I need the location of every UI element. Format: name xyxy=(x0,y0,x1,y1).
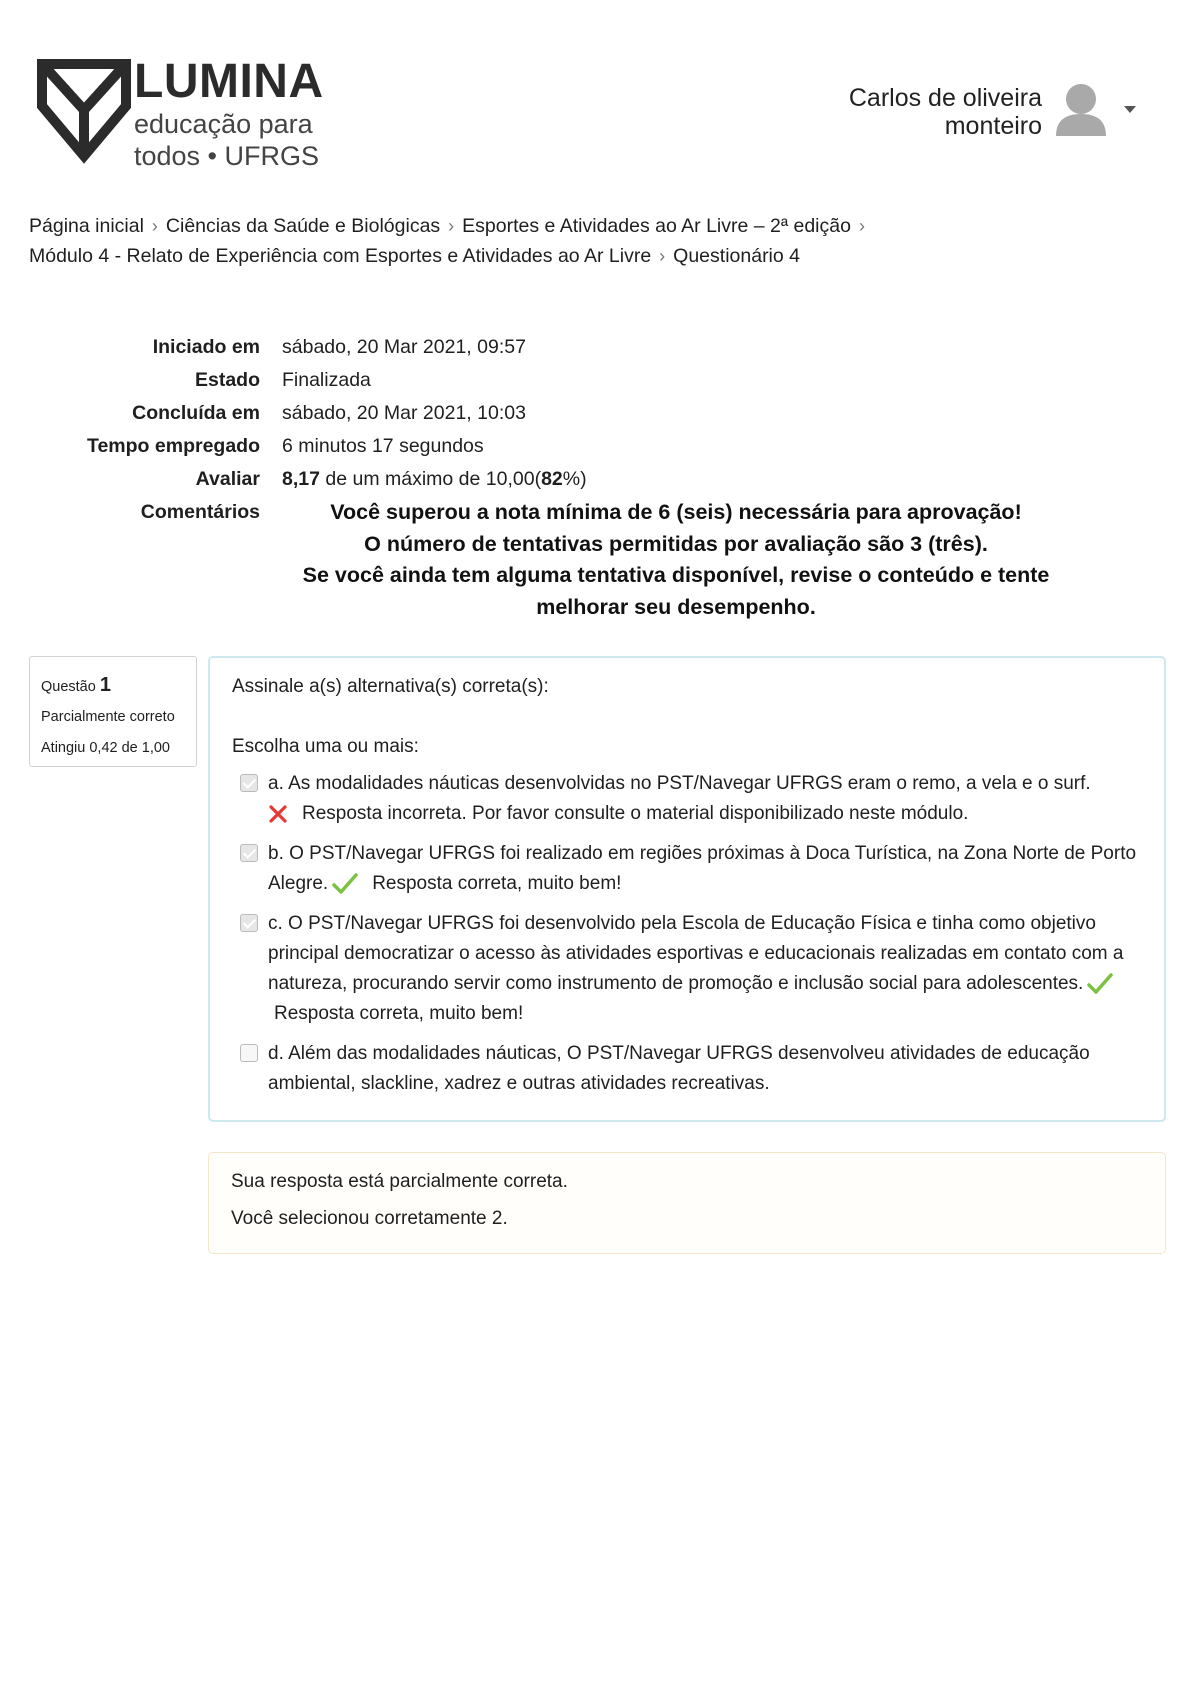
summary-time xyxy=(60,430,1100,463)
answer-option-text: d. Além das modalidades náuticas, O PST/Navegar UFRGS desenvolveu atividades de educação ambiental, slackline, xadrez e outras atividades recreativas. xyxy=(268,1043,1090,1094)
summary-value: sábado, 20 Mar 2021, 09:57 xyxy=(282,336,526,358)
lumina-logo[interactable] xyxy=(36,55,336,171)
summary-started xyxy=(60,331,1100,364)
chevron-right-icon: › xyxy=(151,216,158,236)
outcome-line: Você selecionou corretamente 2. xyxy=(231,1208,508,1229)
grade-score: 8,17 xyxy=(282,468,320,490)
outcome-line: Sua resposta está parcialmente correta. xyxy=(231,1171,568,1192)
check-icon xyxy=(332,872,358,896)
lumina-shield-icon xyxy=(36,58,132,164)
page-header xyxy=(0,0,1191,190)
feedback-line: O número de tentativas permitidas por avaliação são 3 (três). xyxy=(364,531,988,556)
question-number xyxy=(41,669,185,703)
answer-checkbox[interactable] xyxy=(240,1044,258,1062)
overall-feedback xyxy=(282,497,1100,623)
brand-name: LUMINA xyxy=(134,55,324,108)
check-icon xyxy=(1087,972,1113,996)
summary-label: Iniciado em xyxy=(152,336,260,358)
answer-feedback: Resposta incorreta. Por favor consulte o material disponibilizado neste módulo. xyxy=(302,803,969,824)
summary-label: Comentários xyxy=(140,501,260,523)
answer-option-text: a. As modalidades náuticas desenvolvidas no PST/Navegar UFRGS eram o remo, a vela e o surf. xyxy=(268,773,1091,794)
chevron-right-icon: › xyxy=(448,216,455,236)
user-name-line2: monteiro xyxy=(944,112,1042,140)
summary-value: 6 minutos 17 segundos xyxy=(282,435,484,457)
grade-percent: 82 xyxy=(541,468,563,490)
question-state: Parcialmente correto xyxy=(41,709,175,725)
summary-completed xyxy=(60,397,1100,430)
attempt-summary xyxy=(60,331,1100,623)
answer-option-text: c. O PST/Navegar UFRGS foi desenvolvido pela Escola de Educação Física e tinha como objetivo principal democratizar o acesso às atividades esportivas e educacionais realizadas em contato com a natureza, procurando servir como instrumento de promoção e inclusão social para adolescentes. xyxy=(268,913,1124,994)
answer-option-c xyxy=(232,909,1142,1029)
grade-value xyxy=(282,463,1100,496)
answer-checkbox[interactable] xyxy=(240,774,258,792)
summary-label: Concluída em xyxy=(132,402,260,424)
answer-option-a xyxy=(232,769,1142,829)
grade-end: %) xyxy=(562,468,587,490)
summary-label: Tempo empregado xyxy=(87,435,260,457)
question-text: Assinale a(s) alternativa(s) correta(s): xyxy=(232,676,549,697)
answer-feedback: Resposta correta, muito bem! xyxy=(274,1003,524,1024)
answer-option-b xyxy=(232,839,1142,899)
brand-tagline-2: todos • UFRGS xyxy=(134,141,320,171)
feedback-line: Se você ainda tem alguma tentativa disponível, revise o conteúdo e tente xyxy=(302,563,1050,587)
breadcrumb-module[interactable]: Módulo 4 - Relato de Experiência com Esportes e Atividades ao Ar Livre xyxy=(29,245,652,267)
question-outcome xyxy=(208,1152,1166,1254)
user-name xyxy=(849,84,1042,140)
answer-feedback: Resposta correta, muito bem! xyxy=(372,873,622,894)
feedback-line: Você superou a nota mínima de 6 (seis) necessária para aprovação! xyxy=(330,500,1022,524)
summary-grade xyxy=(60,463,1100,496)
feedback-line: melhorar seu desempenho. xyxy=(536,594,816,619)
grade-mid: de um máximo de 10,00( xyxy=(319,468,542,490)
answer-option-text: b. O PST/Navegar UFRGS foi realizado em regiões próximas à Doca Turística, na Zona Norte de Porto Alegre. xyxy=(268,843,1137,894)
avatar-icon[interactable] xyxy=(1054,82,1108,138)
breadcrumb xyxy=(29,211,1149,271)
breadcrumb-course[interactable]: Esportes e Atividades ao Ar Livre – 2ª edição xyxy=(462,215,851,237)
breadcrumb-home[interactable]: Página inicial xyxy=(29,215,144,237)
cross-icon xyxy=(268,804,288,824)
chevron-right-icon: › xyxy=(858,216,865,236)
chevron-right-icon: › xyxy=(659,246,666,266)
summary-value: sábado, 20 Mar 2021, 10:03 xyxy=(282,402,526,424)
user-name-line1: Carlos de oliveira xyxy=(848,84,1042,112)
question-content xyxy=(208,656,1166,1122)
summary-value: Finalizada xyxy=(282,369,371,391)
question-number-value: 1 xyxy=(99,674,111,696)
breadcrumb-quiz[interactable]: Questionário 4 xyxy=(673,245,800,267)
user-menu[interactable] xyxy=(849,82,1136,140)
question-label: Questão xyxy=(41,679,96,695)
answer-prompt: Escolha uma ou mais: xyxy=(232,736,419,757)
question-info xyxy=(29,656,197,767)
summary-state xyxy=(60,364,1100,397)
chevron-down-icon[interactable] xyxy=(1124,106,1136,113)
breadcrumb-category[interactable]: Ciências da Saúde e Biológicas xyxy=(165,215,441,237)
summary-label: Estado xyxy=(194,369,260,391)
answer-checkbox[interactable] xyxy=(240,844,258,862)
question-mark: Atingiu 0,42 de 1,00 xyxy=(41,740,170,756)
summary-label: Avaliar xyxy=(195,468,260,490)
summary-comments xyxy=(60,496,1100,623)
answer-checkbox[interactable] xyxy=(240,914,258,932)
brand-tagline-1: educação para xyxy=(134,109,313,139)
answer-option-d xyxy=(232,1039,1142,1099)
